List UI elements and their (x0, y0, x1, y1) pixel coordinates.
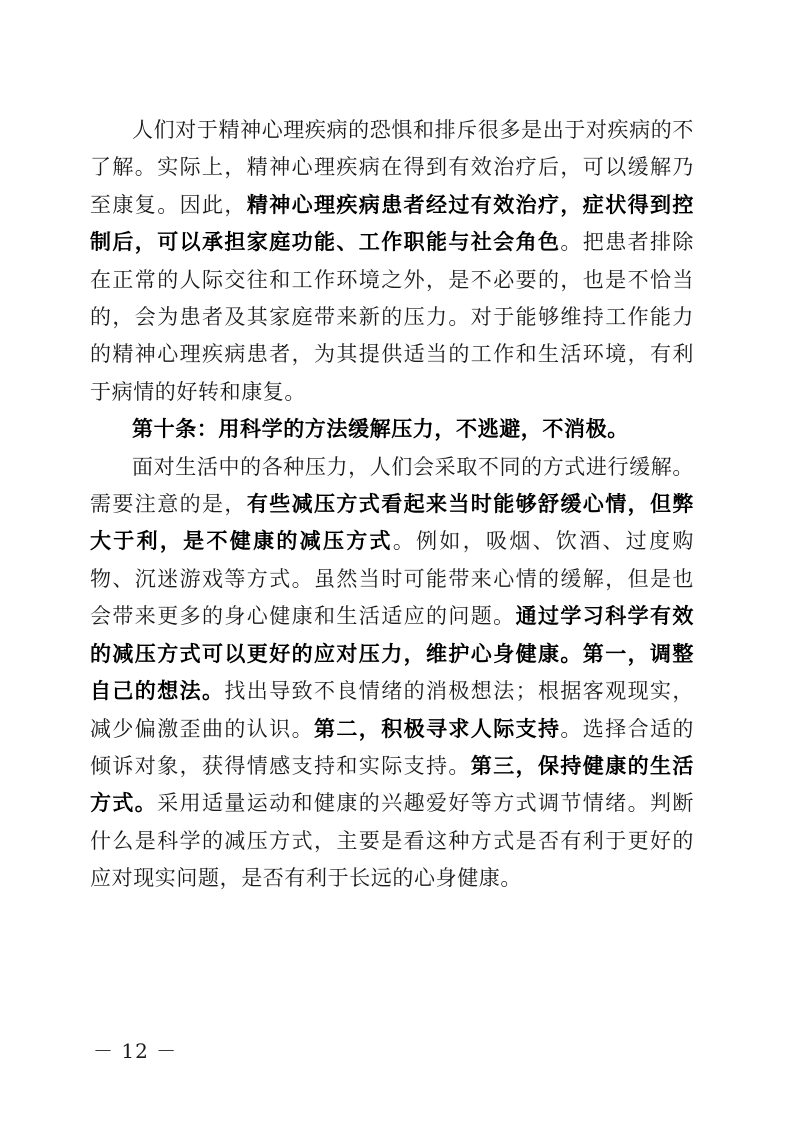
article-10-heading: 第十条：用科学的方法缓解压力，不逃避，不消极。 (132, 417, 629, 442)
para2-text-3: 找出导致不良情绪的消极想法；根据客观现实，减少偏激歪曲的认识。 (90, 679, 694, 741)
para2-bold-2: 通过学习科学有效的减压方式可以更好的应对压力，维护心身健康。第一，调整自己的想法。 (90, 604, 694, 704)
para1-text-1: 人们对于精神心理疾病的恐惧和排斥很多是出于对疾病的不了解。实际上，精神心理疾病在得到有效治疗后，可以缓解乃至康复。因此， (90, 118, 694, 217)
para2-text-2: 。例如，吸烟、饮酒、过度购物、沉迷游戏等方式。虽然当时可能带来心情的缓解，但是也会带来更多的身心健康和生活适应的问题。 (90, 529, 694, 629)
para2-bold-4: 第三，保持健康的生活方式。 (90, 753, 694, 816)
document-body (90, 112, 694, 898)
para2-text-4: 。选择合适的倾诉对象，获得情感支持和实际支持。 (90, 716, 695, 778)
para1-bold-1: 精神心理疾病患者经过有效治疗，症状得到控制后，可以承担家庭功能、工作职能与社会角色 (90, 192, 695, 255)
page-number: － 12 － (93, 1039, 178, 1063)
paragraph-stress-relief (90, 449, 694, 898)
para2-text-5: 采用适量运动和健康的兴趣爱好等方式调节情绪。判断什么是科学的减压方式，主要是看这种方式是否有利于更好的应对现实问题，是否有利于长远的心身健康。 (90, 791, 694, 891)
paragraph-mental-illness (90, 112, 694, 411)
para2-bold-3: 第二，积极寻求人际支持 (314, 716, 561, 741)
para1-text-2: 。把患者排除在正常的人际交往和工作环境之外，是不必要的，也是不恰当的，会为患者及其家庭带来新的压力。对于能够维持工作能力的精神心理疾病患者，为其提供适当的工作和生活环境，有利于病情的好转和康复。 (90, 230, 694, 404)
para2-text-1: 面对生活中的各种压力，人们会采取不同的方式进行缓解。需要注意的是， (90, 454, 694, 517)
para2-bold-1: 有些减压方式看起来当时能够舒缓心情，但弊大于利，是不健康的减压方式 (90, 492, 695, 554)
